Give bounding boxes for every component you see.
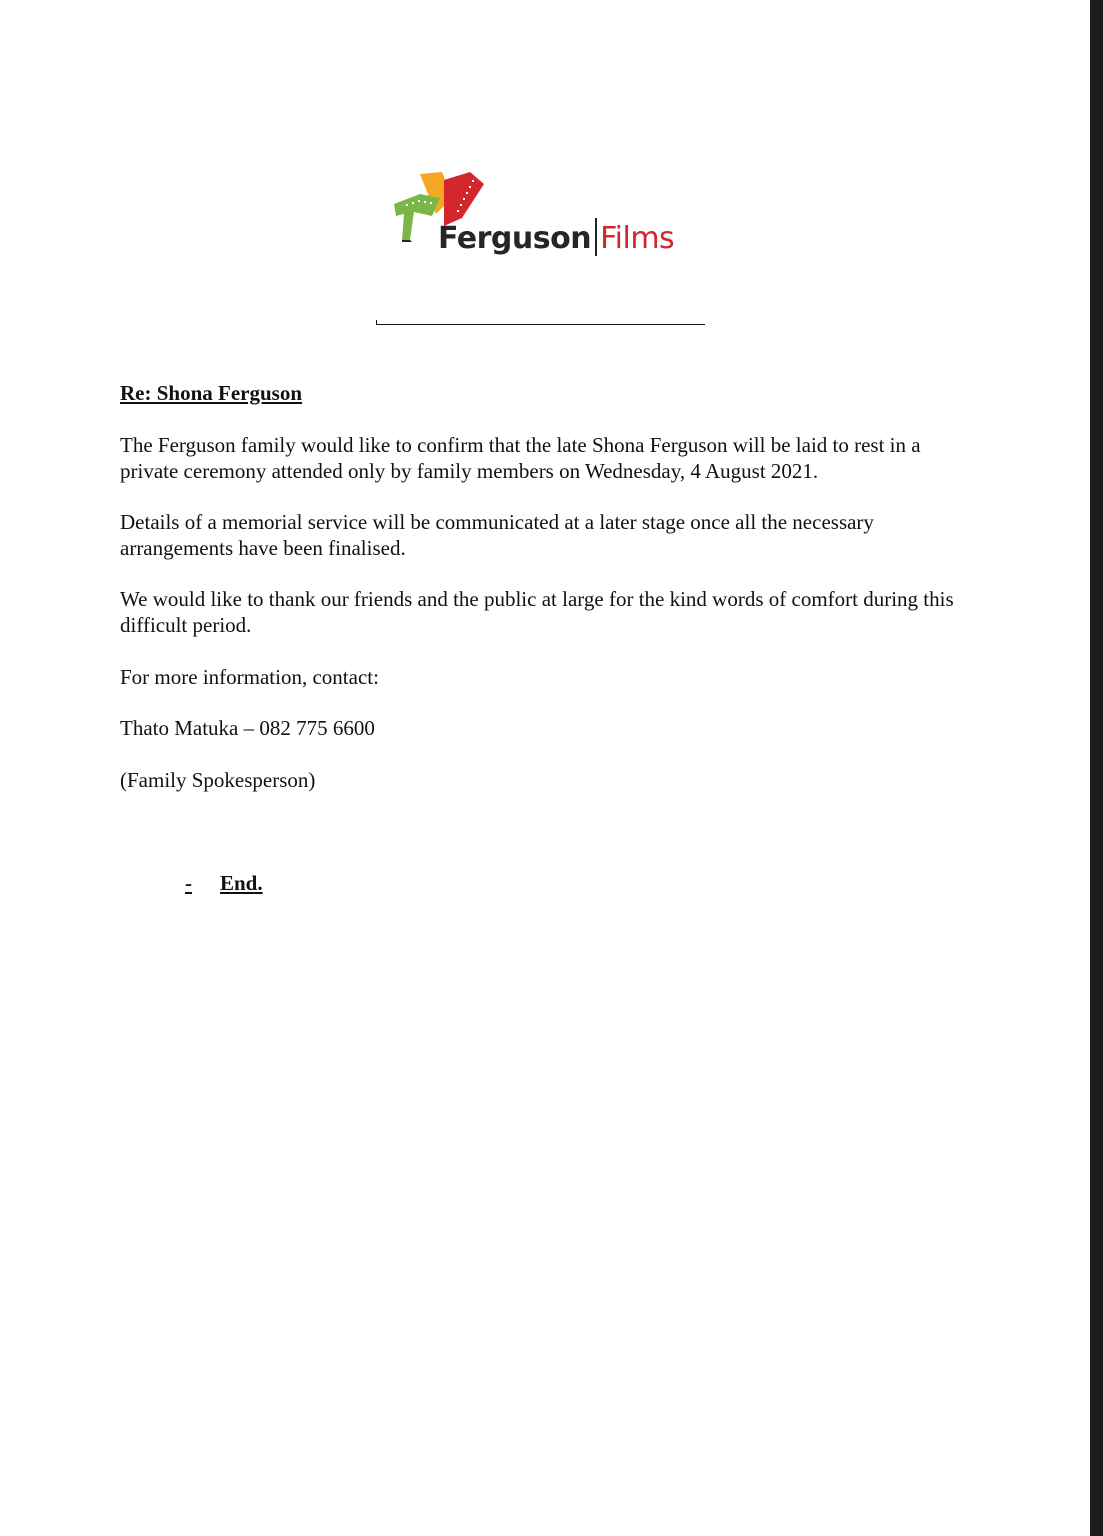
header-rule (376, 324, 705, 325)
end-label: End. (220, 871, 263, 895)
window-edge-bar (1090, 0, 1103, 1536)
contact-name-phone: Thato Matuka – 082 775 6600 (120, 716, 375, 740)
contact-role: (Family Spokesperson) (120, 768, 316, 792)
paragraph-burial-notice: The Ferguson family would like to confirm that the late Shona Ferguson will be laid to rest in a private ceremony attended only by family members on Wednesday, 4 August 2021. (120, 433, 921, 483)
logo-brand-primary: Ferguson (438, 221, 592, 256)
paragraph-thanks: We would like to thank our friends and the public at large for the kind words of comfort during this difficult period. (120, 587, 954, 637)
paragraph-contact-intro: For more information, contact: (120, 665, 379, 689)
paragraph-memorial-service: Details of a memorial service will be communicated at a later stage once all the necessary arrangements have been finalised. (120, 510, 874, 560)
logo-wordmark (438, 218, 674, 259)
ferguson-films-logo (392, 168, 692, 268)
end-dash: - (185, 871, 192, 895)
letter-subject: Re: Shona Ferguson (120, 381, 303, 405)
logo-brand-secondary: Films (600, 221, 675, 256)
logo-separator (595, 218, 597, 256)
